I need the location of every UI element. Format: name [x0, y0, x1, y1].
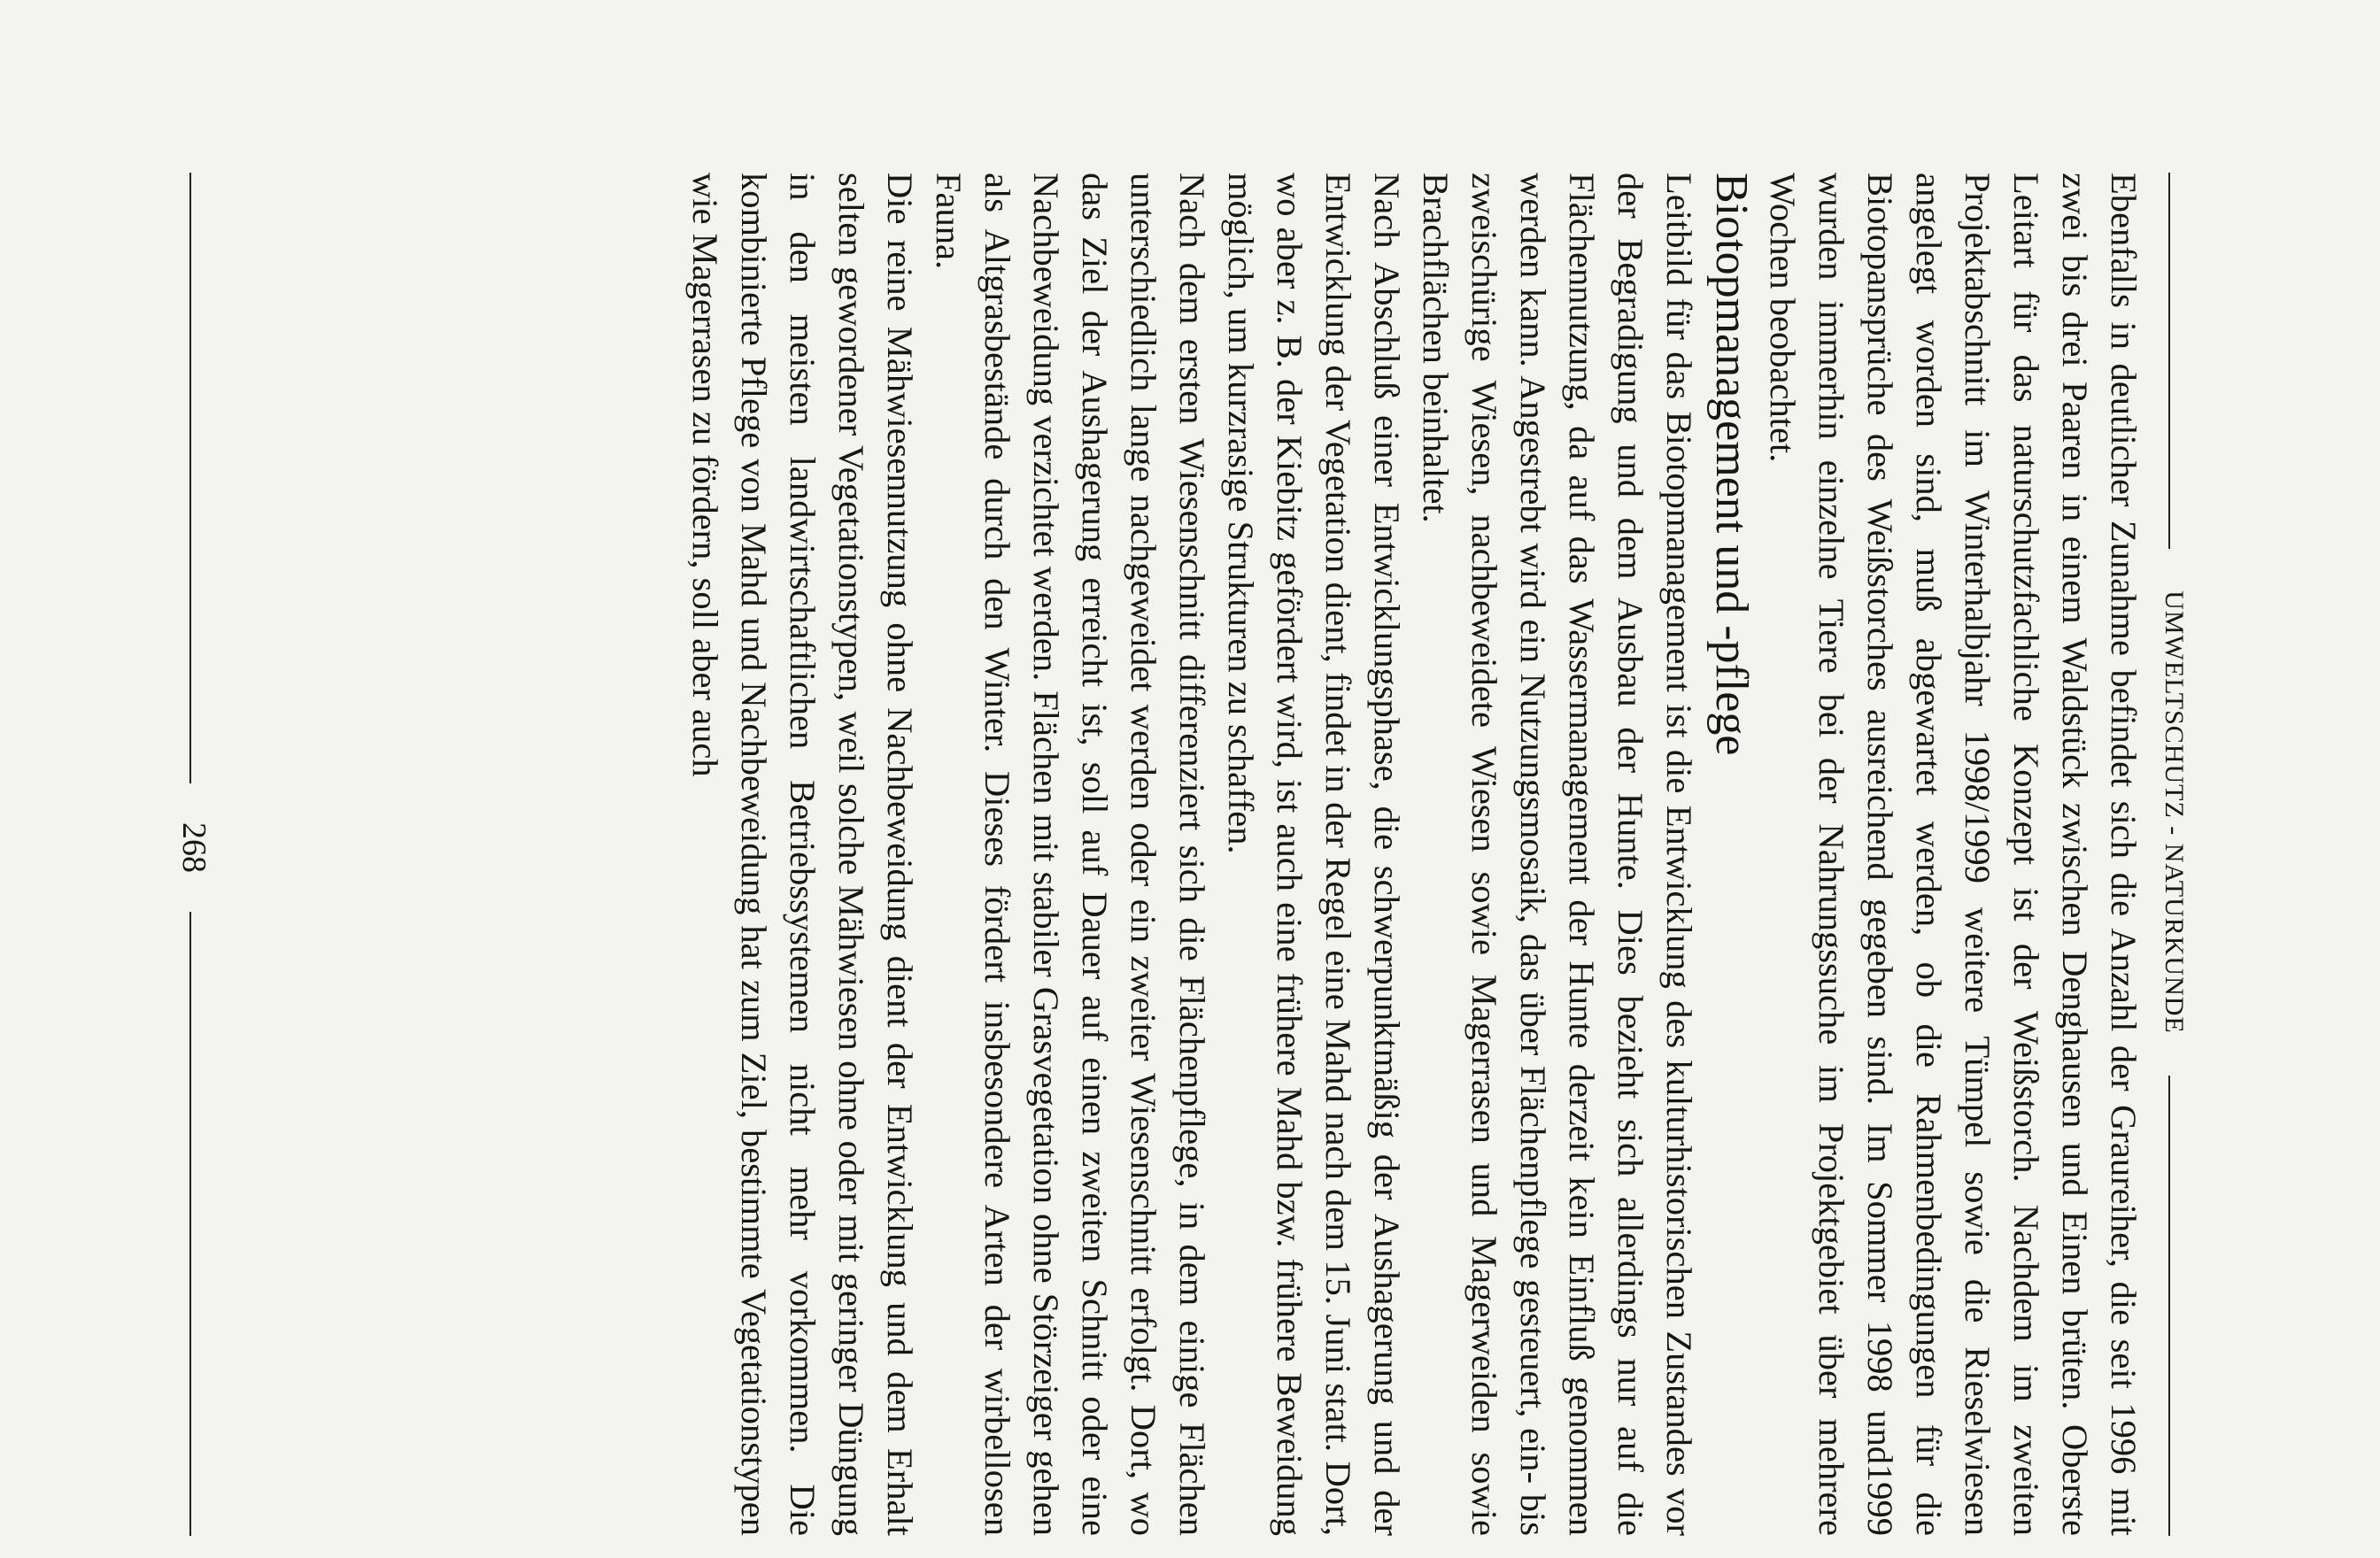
- page-number: 268: [175, 822, 212, 873]
- footer-rule-left: [189, 173, 191, 783]
- page-footer: [171, 173, 215, 1536]
- page-header: [2150, 173, 2194, 1558]
- footer-rule-right: [189, 912, 191, 1536]
- header-rule-left: [2168, 173, 2170, 549]
- paragraph-entwicklungsphase: Nach Abschluß einer Entwicklungsphase, die schwerpunktmäßig der Aushagerung und der Entwicklung der Vegetation dient, findet in der Regel eine Mahd nach dem 15. Juni statt. Dort, wo aber z. B. der Kiebitz gefördert wird, ist auch eine frühere Mahd bzw. frühere Beweidung möglich, um kurzrasige Strukturen zu schaffen.: [1221, 173, 1407, 1536]
- page-body: [681, 173, 2148, 1536]
- paragraph-leitbild: Leitbild für das Biotopmanagement ist die Entwicklung des kulturhistorischen Zustandes vor der Begradigung und dem Ausbau der Hunte. Dies bezieht sich allerdings nur auf die Flächennutzung, da auf das Wassermanagement der Hunte derzeit kein Einfluß genommen werden kann. Angestrebt wird ein Nutzungsmosaik, das über Flächenpflege gesteuert, ein- bis zweischürige Wiesen, nachbeweidete Wiesen sowie Magerrasen und Magerweiden sowie Brachflächen beinhaltet.: [1416, 173, 1699, 1536]
- header-rule-right: [2168, 1076, 2170, 1536]
- section-heading: Biotopmanagement und -pflege: [1706, 173, 1757, 756]
- paragraph-wiesenschnitt: Nach dem ersten Wiesenschnitt differenziert sich die Flächenpflege, in dem einige Flächen unterschiedlich lange nachgeweidet werden oder ein zweiter Wiesenschnitt erfolgt. Dort, wo das Ziel der Aushagerung erreicht ist, soll auf Dauer auf einen zweiten Schnitt oder eine Nachbeweidung verzichtet werden. Flächen mit stabiler Grasvegetation ohne Störzeiger gehen als Altgrasbestände durch den Winter. Dieses fördert insbesondere Arten der wirbellosen Fauna.: [929, 173, 1212, 1536]
- paragraph-graureiher: Ebenfalls in deutlicher Zunahme befindet sich die Anzahl der Graureiher, die seit 1996 mit zwei bis drei Paaren in einem Waldstück zwischen Denghausen und Einen brüten. Oberste Leitart für das naturschutzfachliche Konzept ist der Weißstorch. Nachdem im zweiten Projektabschnitt im Winterhalbjahr 1998/1999 weitere Tümpel sowie die Rieselwiesen angelegt worden sind, muß abgewartet werden, ob die Rahmenbedingungen für die Biotopansprüche des Weißstorches ausreichend gegeben sind. Im Sommer 1998 und1999 wurden immerhin einzelne Tiere bei der Nahrungssuche im Projektgebiet über mehrere Wochen beobachtet.: [1763, 173, 2144, 1536]
- running-head: UMWELTSCHUTZ - NATURKUNDE: [2160, 590, 2189, 1034]
- paragraph-maehwiesennutzung: Die reine Mähwiesennutzung ohne Nachbeweidung dient der Entwicklung und dem Erhalt selten gewordener Vegetationstypen, weil solche Mähwiesen ohne oder mit geringer Düngung in den meisten landwirtschaftlichen Betriebssystemen nicht mehr vorkommen. Die kombinierte Pflege von Mahd und Nachbeweidung hat zum Ziel, bestimmte Vegetationstypen wie Magerrasen zu fördern, soll aber auch: [685, 173, 920, 1536]
